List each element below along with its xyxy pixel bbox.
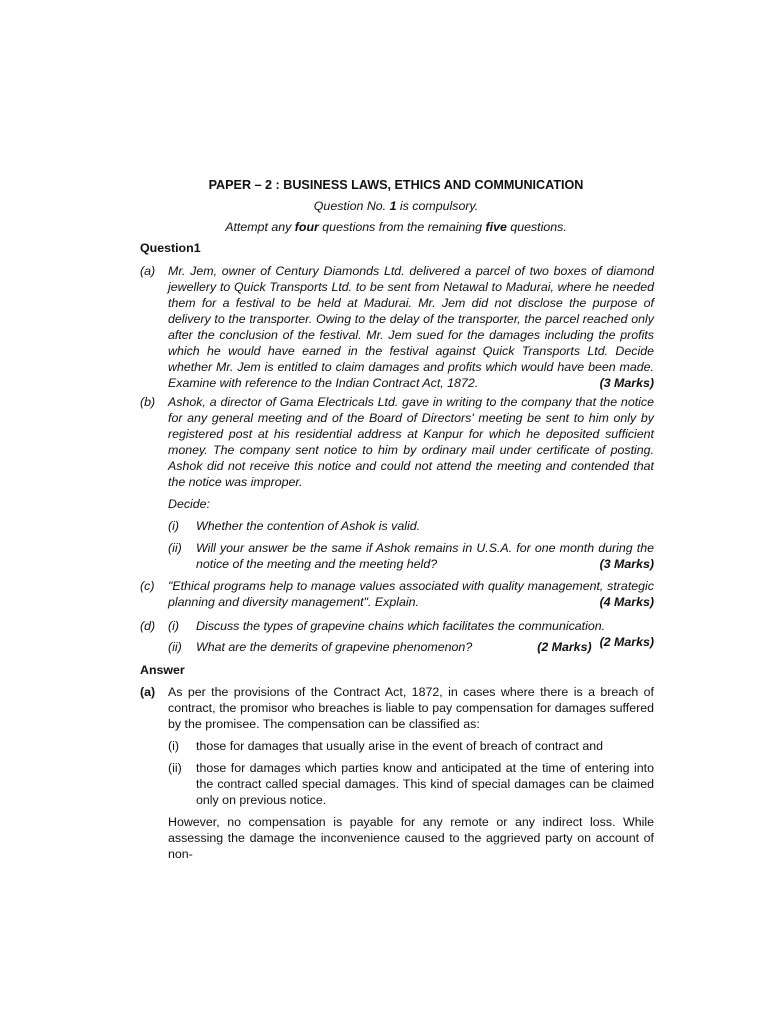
note-text: questions. <box>506 220 567 234</box>
answer-a <box>140 684 654 862</box>
paper-title: PAPER – 2 : BUSINESS LAWS, ETHICS AND COMMUNICATION <box>208 178 584 192</box>
item-label: (b) <box>140 395 156 409</box>
item-label: (a) <box>140 685 156 699</box>
question-text: "Ethical programs help to manage values associated with quality management, strategic planning and diversity management". Explain. <box>168 579 654 609</box>
subitem-label: (ii) <box>168 761 182 775</box>
question-text: Discuss the types of grapevine chains which facilitates the communication. <box>196 619 606 633</box>
marks-label: (2 Marks) <box>599 635 654 649</box>
marks-label: (4 Marks) <box>599 595 654 609</box>
question-b-ii <box>168 540 654 572</box>
subitem-label: (i) <box>168 519 180 533</box>
answer-a-text: As per the provisions of the Contract Act, 1872, in cases where there is a breach of contract, the promisor who breaches is liable to pay compensation for damages suffered by the promisee. The compensation can be classified as: <box>168 685 654 731</box>
item-label: (a) <box>140 264 156 278</box>
note-text: Attempt any <box>225 220 295 234</box>
question-text: Mr. Jem, owner of Century Diamonds Ltd. delivered a parcel of two boxes of diamond jewellery to Quick Transports Ltd. to be sent from Netawal to Madurai, where he needed them for a festival to be held at Madurai. Mr. Jem did not disclose the purpose of delivery to the transporter. Owing to the delay of the transporter, the parcel reached only after the conclusion of the festival. Mr. Jem sued for the damages including the profits which he would have earned in the festival against Quick Transports Ltd. Decide whether Mr. Jem is entitled to claim damages and profits which would have been made. Examine with reference to the Indian Contract Act, 1872. <box>168 264 654 390</box>
question-text: Will your answer be the same if Ashok remains in U.S.A. for one month during the notice of the meeting and the meeting held? <box>196 541 654 571</box>
question-b-text: Ashok, a director of Gama Electricals Ltd. gave in writing to the company that the notice for any general meeting and of the Board of Directors' meeting be sent to him only by registered post at his residential address at Kanpur for which he deposited sufficient money. The company sent notice to him by ordinary mail under certificate of posting. Ashok did not receive this notice and could not attend the meeting and contended that the notice was improper. <box>168 395 654 489</box>
answer-a-ii <box>168 760 654 808</box>
subitem-text <box>196 540 654 572</box>
decide-label: Decide: <box>168 497 211 511</box>
question-c-text <box>168 578 654 610</box>
question-d <box>140 618 654 655</box>
answer-heading: Answer <box>140 663 185 677</box>
subitem-label: (ii) <box>168 541 182 555</box>
note-bold: four <box>294 220 319 234</box>
question-c <box>140 578 654 610</box>
marks-label: (2 Marks) <box>537 640 592 654</box>
item-label: (c) <box>140 579 155 593</box>
note-text: questions from the remaining <box>318 220 486 234</box>
question-heading: Question1 <box>140 241 201 255</box>
note-bold: 1 <box>389 199 397 213</box>
answer-a-paragraph: However, no compensation is payable for any remote or any indirect loss. While assessing the damage the inconvenience caused to the aggrieved party on account of non- <box>168 815 654 861</box>
note-text: Question No. <box>313 199 390 213</box>
subitem-text: Whether the contention of Ashok is valid. <box>196 519 421 533</box>
question-b <box>140 394 654 572</box>
item-label: (d) <box>140 619 156 633</box>
subitem-text: those for damages that usually arise in the event of breach of contract and <box>196 739 604 753</box>
marks-label: (3 Marks) <box>599 376 654 390</box>
subitem-label: (i) <box>168 619 180 633</box>
subitem-label: (ii) <box>168 640 182 654</box>
subitem-text <box>196 639 654 655</box>
question-a-text <box>168 263 654 391</box>
attempt-note <box>0 219 770 235</box>
subitem-text: those for damages which parties know and anticipated at the time of entering into the contract called special damages. This kind of special damages can be claimed only on previous notice. <box>196 761 654 807</box>
question-text: What are the demerits of grapevine phenomenon? <box>196 640 473 654</box>
note-text: is compulsory. <box>396 199 479 213</box>
compulsory-note <box>0 198 770 214</box>
question-b-i <box>168 518 654 534</box>
note-bold: five <box>485 220 507 234</box>
question-a <box>140 263 654 391</box>
question-d-ii <box>168 639 654 655</box>
answer-a-i <box>168 738 654 754</box>
subitem-label: (i) <box>168 739 180 753</box>
marks-label: (3 Marks) <box>599 557 654 571</box>
